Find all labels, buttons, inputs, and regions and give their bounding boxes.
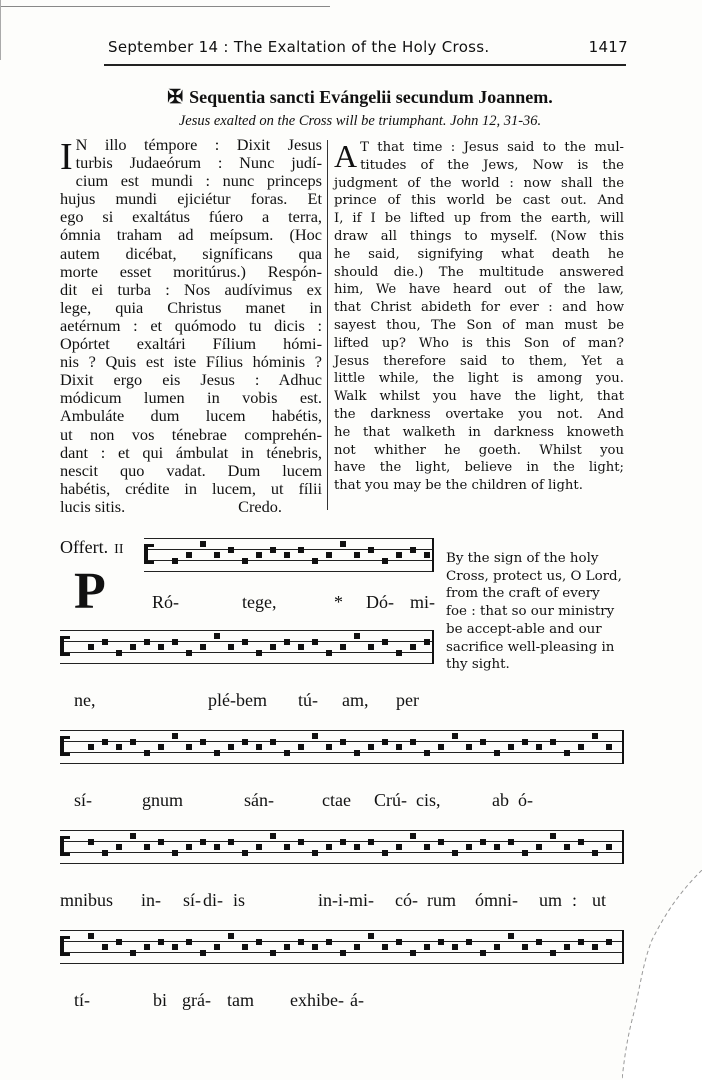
english-text-line: Walk whilst you have the light, that — [334, 389, 624, 405]
neume-note — [452, 850, 458, 856]
latin-text-line: dant : et qui ámbulat in ténebris, — [60, 442, 322, 462]
chant-syllable: in- — [141, 890, 161, 910]
chant-syllable: ab — [492, 790, 509, 810]
neume-note — [172, 733, 178, 739]
neume-note — [354, 750, 360, 756]
neume-note — [130, 950, 136, 956]
neume-note — [466, 744, 472, 750]
running-title: September 14 : The Exaltation of the Holy Cross. — [108, 38, 490, 56]
c-clef-icon — [60, 736, 70, 756]
staff-line — [60, 630, 434, 631]
neume-note — [480, 839, 486, 845]
chant-syllable: am, — [342, 690, 369, 710]
offertory-label — [60, 537, 123, 558]
page-edge-rule — [0, 0, 1, 60]
chant-syllable: ut — [592, 890, 607, 910]
chant-syllable: plé-bem — [208, 690, 267, 710]
neume-note — [200, 839, 206, 845]
gospel-subtitle: Jesus exalted on the Cross will be triumphant. John 12, 31-36. — [178, 113, 542, 129]
page-number: 1417 — [588, 38, 628, 56]
neume-note — [354, 633, 360, 639]
neume-note — [536, 744, 542, 750]
neume-note — [172, 639, 178, 645]
latin-last-text: lucis sitis. — [60, 496, 126, 516]
neume-note — [340, 739, 346, 745]
latin-text-line: módicum lumen in vobis est. — [60, 388, 322, 408]
neume-note — [256, 744, 262, 750]
staff-line — [144, 571, 434, 572]
neume-note — [578, 744, 584, 750]
chant-staff — [144, 538, 434, 574]
neume-note — [172, 850, 178, 856]
neume-note — [242, 639, 248, 645]
chant-syllable: : — [572, 890, 578, 910]
neume-note — [312, 733, 318, 739]
neume-note — [312, 639, 318, 645]
neume-note — [340, 541, 346, 547]
neume-note — [326, 552, 332, 558]
english-drop-initial: A — [334, 138, 358, 174]
neume-note — [144, 944, 150, 950]
english-text-line: draw all things to myself. (Now this — [334, 228, 624, 244]
neume-note — [158, 839, 164, 845]
chant-syllable: Dó- — [366, 592, 394, 612]
chant-syllable: di- — [203, 890, 223, 910]
neume-note — [256, 552, 262, 558]
chant-syllable: tú- — [298, 690, 318, 710]
chant-syllable: tí- — [74, 990, 90, 1010]
offertory-label-text: Offert. — [60, 537, 109, 557]
staff-line — [60, 730, 624, 731]
neume-note — [438, 839, 444, 845]
neume-note — [396, 844, 402, 850]
english-text-line: little while, the light is among you. — [334, 371, 624, 387]
neume-note — [438, 744, 444, 750]
neume-note — [354, 552, 360, 558]
neume-note — [200, 541, 206, 547]
neume-note — [102, 639, 108, 645]
neume-note — [116, 844, 122, 850]
chant-staff — [60, 930, 624, 966]
neume-note — [270, 739, 276, 745]
column-divider — [327, 140, 328, 510]
chant-syllable: grá- — [182, 990, 211, 1010]
english-text-line: Jesus therefore said to them, Yet a — [334, 353, 624, 369]
neume-note — [326, 939, 332, 945]
running-head — [108, 38, 628, 56]
latin-text-line: N illo témpore : Dixit Jesus — [75, 135, 322, 154]
english-gospel-column — [334, 139, 624, 495]
chant-staff — [60, 830, 624, 866]
neume-note — [298, 547, 304, 553]
neume-note — [564, 944, 570, 950]
neume-note — [522, 739, 528, 745]
neume-note — [606, 744, 612, 750]
chant-staff — [60, 730, 624, 766]
neume-note — [396, 744, 402, 750]
neume-note — [606, 939, 612, 945]
chant-syllable: cis, — [416, 790, 441, 810]
neume-note — [242, 944, 248, 950]
staff-line — [60, 930, 624, 931]
neume-note — [270, 644, 276, 650]
neume-note — [214, 633, 220, 639]
chant-syllable: sí- — [183, 890, 201, 910]
neume-note — [144, 750, 150, 756]
neume-note — [228, 547, 234, 553]
chant-syllable: sí- — [74, 790, 92, 810]
credo-rubric: Credo. — [238, 496, 282, 516]
neume-note — [340, 644, 346, 650]
neume-note — [410, 950, 416, 956]
staff-line — [144, 549, 434, 550]
neume-note — [298, 939, 304, 945]
neume-note — [564, 844, 570, 850]
english-text-line: I, if I be lifted up from the earth, will — [334, 211, 624, 227]
english-text-line: him, We have heard out of the law, — [334, 282, 624, 298]
neume-note — [256, 844, 262, 850]
chant-syllable: Ró- — [152, 592, 179, 612]
neume-note — [340, 839, 346, 845]
neume-note — [130, 644, 136, 650]
neume-note — [312, 944, 318, 950]
gospel-title — [100, 86, 620, 109]
english-text-line: he that walketh in darkness knoweth — [334, 424, 624, 440]
neume-note — [186, 650, 192, 656]
english-text-line: should die.) The multitude answered — [334, 264, 624, 280]
neume-note — [228, 839, 234, 845]
neume-note — [256, 939, 262, 945]
neume-note — [494, 944, 500, 950]
english-text-line: have the light, believe in the light; — [334, 460, 624, 476]
latin-last-line — [60, 498, 322, 516]
c-clef-icon — [60, 836, 70, 856]
neume-note — [158, 744, 164, 750]
neume-note — [354, 944, 360, 950]
staff-line — [60, 763, 624, 764]
neume-note — [592, 944, 598, 950]
chant-initial: P — [74, 563, 106, 620]
neume-note — [326, 844, 332, 850]
latin-text-line: hujus mundi ejiciétur foras. Et — [60, 189, 322, 209]
neume-note — [130, 739, 136, 745]
latin-text-line: Ambuláte dum lucem habétis, — [60, 406, 322, 426]
english-text-line: the darkness overtake you not. And — [334, 406, 624, 422]
neume-note — [298, 644, 304, 650]
english-text-line: T that time : Jesus said to the mul- — [360, 140, 624, 155]
c-clef-icon — [60, 936, 70, 956]
neume-note — [382, 739, 388, 745]
neume-note — [382, 558, 388, 564]
neume-note — [550, 833, 556, 839]
latin-text-line: turbis Judaeórum : Nunc judí- — [75, 153, 322, 173]
gospel-title-text: Sequentia sancti Evángelii secundum Joannem. — [189, 87, 553, 107]
neume-note — [508, 744, 514, 750]
neume-note — [564, 750, 570, 756]
neume-note — [382, 639, 388, 645]
neume-note — [144, 639, 150, 645]
chant-staff — [60, 630, 434, 666]
neume-note — [284, 639, 290, 645]
chant-syllable: ómni- — [475, 890, 518, 910]
chant-syllable: mnibus — [60, 890, 114, 910]
neume-note — [298, 744, 304, 750]
neume-note — [298, 839, 304, 845]
c-clef-icon — [60, 636, 70, 656]
neume-note — [228, 644, 234, 650]
neume-note — [536, 844, 542, 850]
neume-note — [424, 844, 430, 850]
chant-mode: II — [114, 542, 124, 557]
neume-note — [242, 739, 248, 745]
page-edge-rule — [0, 6, 330, 7]
neume-note — [102, 739, 108, 745]
chant-syllable: ne, — [74, 690, 96, 710]
neume-note — [228, 933, 234, 939]
neume-note — [214, 944, 220, 950]
chant-syllable: có- — [395, 890, 418, 910]
neume-note — [536, 939, 542, 945]
neume-note — [116, 939, 122, 945]
latin-text-line: autem dicébat, signíficans qua — [60, 243, 322, 263]
english-lines — [334, 139, 624, 495]
staff-line — [60, 852, 624, 853]
neume-note — [466, 939, 472, 945]
latin-text-line: ego si exaltátus fúero a terra, — [60, 207, 322, 227]
neume-note — [410, 833, 416, 839]
neume-note — [410, 739, 416, 745]
neume-note — [354, 844, 360, 850]
neume-note — [522, 850, 528, 856]
neume-note — [116, 650, 122, 656]
torn-page-corner — [622, 870, 702, 1080]
neume-note — [312, 850, 318, 856]
neume-note — [88, 933, 94, 939]
neume-note — [494, 844, 500, 850]
bar-line — [622, 730, 624, 764]
neume-note — [284, 750, 290, 756]
neume-note — [102, 944, 108, 950]
neume-note — [88, 839, 94, 845]
english-text-line: that you may be the children of light. — [334, 478, 583, 494]
neume-note — [242, 558, 248, 564]
neume-note — [494, 750, 500, 756]
header-rule — [104, 64, 626, 66]
latin-text-line: lege, quia Christus manet in — [60, 297, 322, 317]
neume-note — [186, 552, 192, 558]
chant-syllable: gnum — [142, 790, 184, 810]
neume-note — [410, 644, 416, 650]
neume-note — [270, 833, 276, 839]
chant-syllable: ctae — [322, 790, 351, 810]
latin-text-line: dit ei turba : Nos audívimus ex — [60, 279, 322, 299]
english-text-line: that Christ abideth for ever : and how — [334, 300, 624, 316]
chant-syllable: bi — [153, 990, 168, 1010]
neume-note — [368, 933, 374, 939]
english-text-line: he said, signifying what death he — [334, 246, 624, 262]
chant-syllable: tam — [227, 990, 254, 1010]
latin-text-line: ómnia traham ad meípsum. (Hoc — [60, 225, 322, 245]
neume-note — [186, 939, 192, 945]
neume-note — [480, 739, 486, 745]
english-text-line: titudes of the Jews, Now is the — [360, 157, 624, 173]
neume-note — [242, 850, 248, 856]
neume-note — [326, 650, 332, 656]
chant-syllable: exhibe- — [290, 990, 344, 1010]
neume-note — [102, 850, 108, 856]
neume-note — [214, 844, 220, 850]
latin-text-line: morte esset moritúrus.) Respón- — [60, 261, 322, 281]
english-text-line: prince of this world be cast out. And — [334, 193, 624, 209]
neume-note — [284, 844, 290, 850]
neume-note — [424, 944, 430, 950]
neume-note — [340, 950, 346, 956]
neume-note — [382, 850, 388, 856]
neume-note — [466, 844, 472, 850]
chant-syllable: á- — [350, 990, 364, 1010]
staff-line — [144, 560, 434, 561]
neume-note — [88, 744, 94, 750]
neume-note — [592, 850, 598, 856]
bar-line — [622, 830, 624, 864]
staff-line — [144, 538, 434, 539]
neume-note — [452, 733, 458, 739]
neume-note — [424, 552, 430, 558]
neume-note — [200, 739, 206, 745]
neume-note — [144, 844, 150, 850]
chant-syllable: * — [334, 592, 343, 612]
neume-note — [396, 552, 402, 558]
neume-note — [200, 950, 206, 956]
staff-line — [60, 663, 434, 664]
neume-note — [116, 744, 122, 750]
neume-note — [396, 650, 402, 656]
neume-note — [452, 944, 458, 950]
neume-note — [368, 547, 374, 553]
latin-lines — [60, 136, 322, 498]
neume-note — [480, 950, 486, 956]
english-text-line: not whither he goeth. Whilst you — [334, 442, 624, 458]
neume-note — [312, 558, 318, 564]
neume-note — [578, 839, 584, 845]
latin-gospel-column — [60, 136, 322, 516]
neume-note — [368, 839, 374, 845]
c-clef-icon — [144, 544, 154, 564]
latin-text-line: nis ? Quis est iste Fílius hóminis ? — [60, 352, 322, 372]
chant-syllable: sán- — [244, 790, 274, 810]
neume-note — [186, 744, 192, 750]
neume-note — [522, 944, 528, 950]
neume-note — [186, 844, 192, 850]
neume-note — [326, 744, 332, 750]
neume-note — [158, 939, 164, 945]
chant-syllable: per — [396, 690, 419, 710]
latin-text-line: aetérnum : et quómodo tu dicis : — [60, 315, 322, 335]
latin-text-line: nescit quo vadat. Dum lucem — [60, 460, 322, 480]
neume-note — [228, 744, 234, 750]
chant-syllable: is — [233, 890, 246, 910]
staff-line — [60, 830, 624, 831]
neume-note — [508, 933, 514, 939]
chant-syllable: ó- — [518, 790, 533, 810]
neume-note — [214, 750, 220, 756]
neume-note — [592, 733, 598, 739]
neume-note — [200, 644, 206, 650]
latin-text-line: Opórtet exaltári Fílium hómi- — [60, 334, 322, 354]
neume-note — [284, 552, 290, 558]
neume-note — [382, 944, 388, 950]
latin-text-line: cium est mundi : nunc princeps — [75, 171, 322, 191]
neume-note — [424, 750, 430, 756]
neume-note — [130, 833, 136, 839]
neume-note — [284, 944, 290, 950]
chant-syllable: mi- — [410, 592, 435, 612]
offertory-translation: By the sign of the holy Cross, protect us, O Lord, from the craft of every foe : that so our ministry be accept-able and our sacrifice well-pleasing in thy sight. — [446, 551, 622, 673]
neume-note — [256, 650, 262, 656]
neume-note — [172, 944, 178, 950]
chant-syllable: um — [539, 890, 563, 910]
english-text-line: lifted up? Who is this Son of man? — [334, 335, 624, 351]
neume-note — [508, 839, 514, 845]
latin-text-line: habétis, crédite in lucem, ut fílii — [60, 478, 322, 498]
neume-note — [172, 558, 178, 564]
neume-note — [438, 939, 444, 945]
neume-note — [550, 739, 556, 745]
neume-note — [270, 547, 276, 553]
neume-note — [270, 950, 276, 956]
chant-syllable: tege, — [242, 592, 277, 612]
bar-line — [432, 538, 434, 572]
neume-note — [410, 547, 416, 553]
neume-note — [158, 644, 164, 650]
neume-note — [214, 552, 220, 558]
latin-drop-initial: I — [60, 136, 73, 178]
neume-note — [550, 950, 556, 956]
chant-syllable: Crú- — [374, 790, 407, 810]
neume-note — [368, 644, 374, 650]
latin-text-line: Dixit ergo eis Jesus : Adhuc — [60, 370, 322, 390]
staff-line — [60, 963, 624, 964]
bar-line — [432, 630, 434, 664]
neume-note — [424, 639, 430, 645]
chant-syllable: in-i-mi- — [318, 890, 374, 910]
english-text-line: sayest thou, The Son of man must be — [334, 317, 624, 333]
neume-note — [578, 939, 584, 945]
neume-note — [368, 744, 374, 750]
neume-note — [606, 844, 612, 850]
chant-syllable: rum — [427, 890, 456, 910]
staff-line — [60, 863, 624, 864]
latin-text-line: ut non vos ténebrae comprehén- — [60, 424, 322, 444]
english-text-line: judgment of the world : now shall the — [334, 175, 624, 191]
neume-note — [396, 939, 402, 945]
cross-icon: ✠ — [167, 87, 184, 108]
neume-note — [88, 644, 94, 650]
